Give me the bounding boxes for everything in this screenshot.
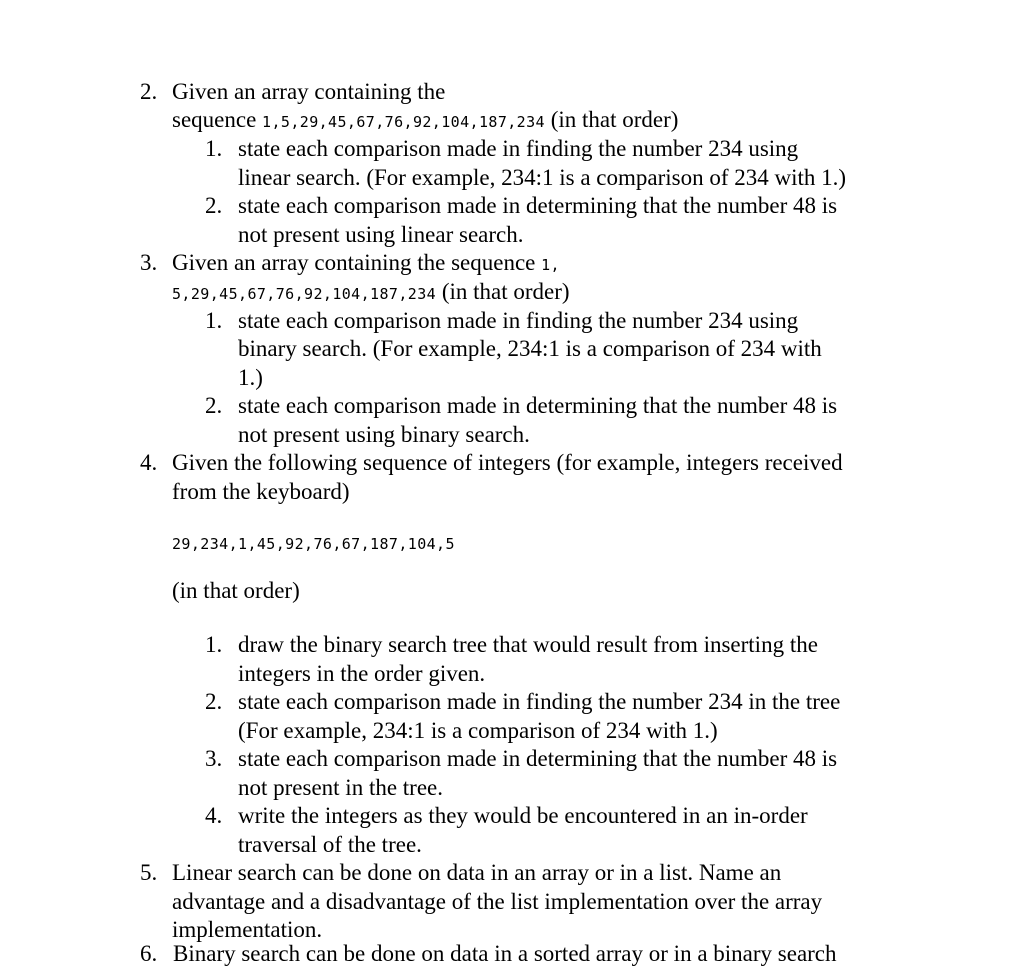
- q4-sub1-line2: integers in the order given.: [238, 661, 486, 686]
- q3-line2: [172, 278, 570, 306]
- q4-sub4-line1: write the integers as they would be encountered in an in-order: [238, 803, 808, 828]
- q3-sequence-part1: 1,: [541, 256, 560, 274]
- q3-line2-suffix: (in that order): [436, 279, 570, 304]
- q2-sub2-line2: not present using linear search.: [238, 222, 524, 247]
- q2-sequence: 1,5,29,45,67,76,92,104,187,234: [262, 113, 545, 131]
- q2-line2-prefix: sequence: [172, 107, 263, 132]
- q4-sub2-number: 2.: [205, 689, 223, 714]
- q4-sub2-line2: (For example, 234:1 is a comparison of 234 with 1.): [238, 718, 718, 743]
- q3-number: 3.: [140, 250, 158, 275]
- q2-sub2-line1: state each comparison made in determining that the number 48 is: [238, 193, 838, 218]
- q6-cut-line: [140, 940, 837, 968]
- q3-line1-prefix: Given an array containing the sequence: [172, 250, 542, 275]
- q3-sub2-line1: state each comparison made in determining that the number 48 is: [238, 393, 838, 418]
- q5-line3: implementation.: [172, 917, 323, 942]
- q4-sub4-number: 4.: [205, 803, 223, 828]
- q4-sub3-line1: state each comparison made in determining that the number 48 is: [238, 746, 838, 771]
- q2-line2-suffix: (in that order): [544, 107, 679, 132]
- q4-sequence: 29,234,1,45,92,76,67,187,104,5: [172, 535, 455, 553]
- q5-number: 5.: [140, 860, 158, 885]
- q4-sub4-line2: traversal of the tree.: [238, 832, 422, 857]
- q6-number: 6.: [140, 941, 158, 966]
- q3-sub1-number: 1.: [205, 308, 223, 333]
- q4-sub3-number: 3.: [205, 746, 223, 771]
- q4-line2: from the keyboard): [172, 479, 350, 504]
- q5-line1: Linear search can be done on data in an array or in a list. Name an: [172, 860, 782, 885]
- q6-text: Binary search can be done on data in a sorted array or in a binary search: [173, 941, 837, 966]
- q2-line1: Given an array containing the: [172, 79, 446, 104]
- q3-sub1-line2: binary search. (For example, 234:1 is a comparison of 234 with: [238, 336, 822, 361]
- q5-line2: advantage and a disadvantage of the list implementation over the array: [172, 889, 823, 914]
- q3-sub2-line2: not present using binary search.: [238, 422, 530, 447]
- q4-sub3-line2: not present in the tree.: [238, 775, 444, 800]
- q3-line1: [172, 249, 560, 277]
- q3-sequence-part2: 5,29,45,67,76,92,104,187,234: [172, 285, 437, 303]
- q4-sub1-number: 1.: [205, 632, 223, 657]
- q4-order-note: (in that order): [172, 578, 300, 603]
- q3-sub2-number: 2.: [205, 393, 223, 418]
- q2-sub1-line2: linear search. (For example, 234:1 is a comparison of 234 with 1.): [238, 165, 847, 190]
- q4-sub1-line1: draw the binary search tree that would result from inserting the: [238, 632, 818, 657]
- q3-sub1-line3: 1.): [238, 365, 263, 390]
- q2-number: 2.: [140, 79, 158, 104]
- q4-sub2-line1: state each comparison made in finding the number 234 in the tree: [238, 689, 841, 714]
- q2-sub2-number: 2.: [205, 193, 223, 218]
- q3-sub1-line1: state each comparison made in finding the number 234 using: [238, 308, 799, 333]
- q4-line1: Given the following sequence of integers (for example, integers received: [172, 450, 843, 475]
- q4-number: 4.: [140, 450, 158, 475]
- q2-line2: [172, 106, 678, 134]
- q2-sub1-line1: state each comparison made in finding the number 234 using: [238, 136, 799, 161]
- q4-sequence-line: [172, 528, 455, 556]
- q2-sub1-number: 1.: [205, 136, 223, 161]
